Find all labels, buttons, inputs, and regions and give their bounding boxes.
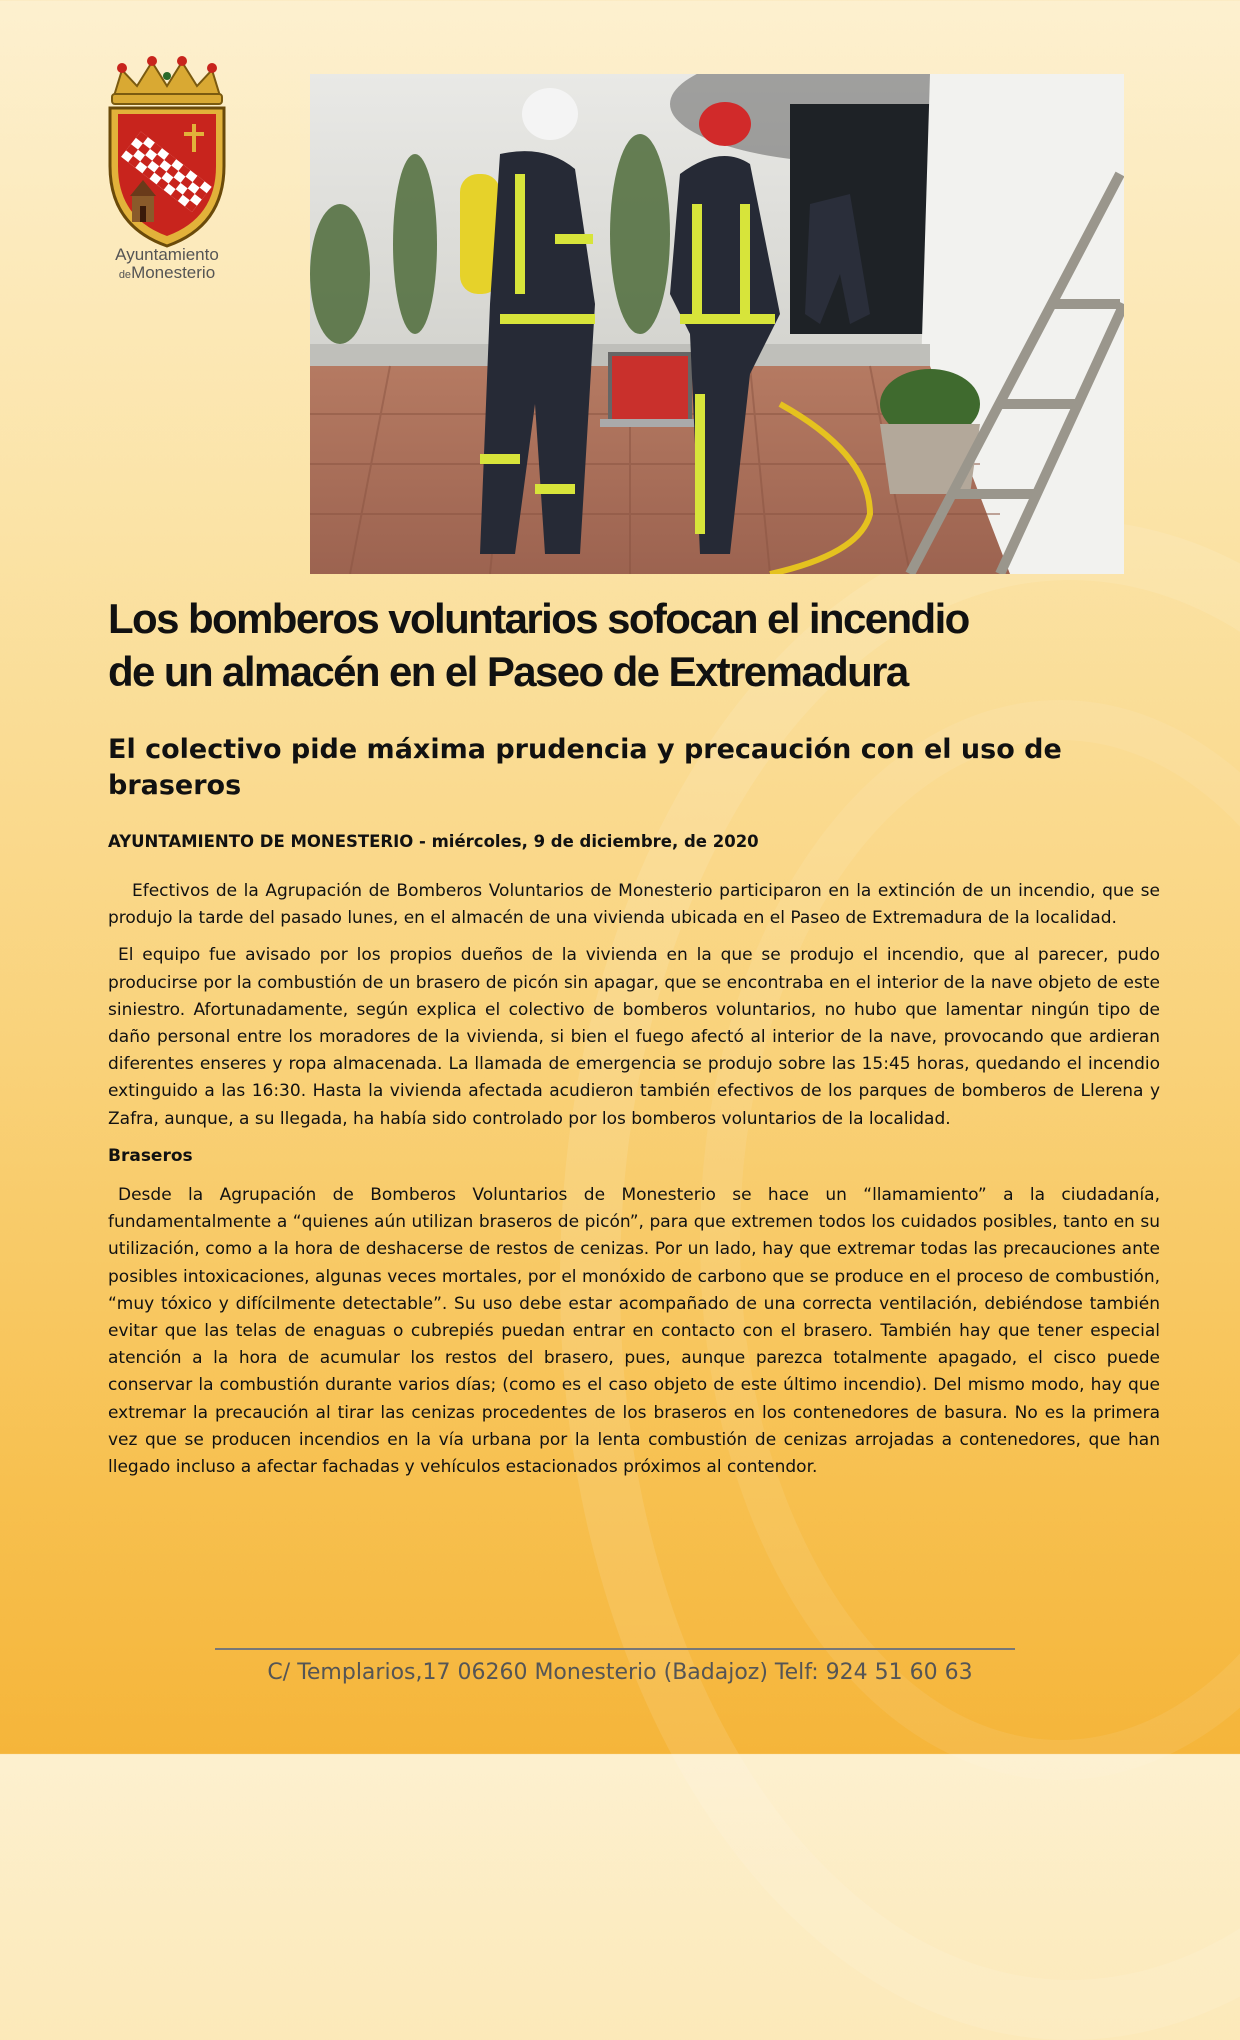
article-subheadline: El colectivo pide máxima prudencia y precaución con el uso de braseros bbox=[108, 734, 1062, 801]
logo-line-2-prefix: de bbox=[118, 268, 132, 281]
article-body bbox=[108, 878, 1160, 1491]
article-headline bbox=[108, 592, 1108, 698]
body-paragraph-3: Desde la Agrupación de Bomberos Voluntarios de Monesterio se hace un “llamamiento” a la ciudadanía, fundamentalmente a “quienes aún utilizan braseros de picón”, para que extremen todos los cuidados posibles, tanto en su utilización, como a la hora de deshacerse de restos de cenizas. Por un lado, hay que extremar todas las precauciones ante posibles intoxicaciones, algunas veces mortales, por el monóxido de carbono que se produce en el proceso de combustión, “muy tóxico y difícilmente detectable”. Su uso debe estar acompañado de una correcta ventilación, debiéndose también evitar que las telas de enaguas o cubrepiés puedan entrar en contacto con el brasero. También hay que tener especial atención a la hora de acumular los restos del brasero, pues, aunque parezca totalmente apagado, el cisco puede conservar la combustión durante varios días; (como es el caso objeto de este último incendio). Del mismo modo, hay que extremar la precaución al tirar las cenizas procedentes de los braseros en los contenedores de basura. No es la primera vez que se producen incendios en la vía urbana por la lenta combustión de cenizas arrojadas a contenedores, que han llegado incluso a afectar fachadas y vehículos estacionados próximos al contendor. bbox=[108, 1185, 1160, 1478]
section-heading-braseros: Braseros bbox=[108, 1145, 193, 1166]
article-byline: AYUNTAMIENTO DE MONESTERIO - miércoles, 9 de diciembre, de 2020 bbox=[108, 832, 759, 851]
municipality-logo-text bbox=[92, 246, 242, 282]
body-paragraph-1: Efectivos de la Agrupación de Bomberos Voluntarios de Monesterio participaron en la extinción de un incendio, que se produjo la tarde del pasado lunes, en el almacén de una vivienda ubicada en el Paseo de Extremadura de la localidad. bbox=[108, 881, 1160, 929]
logo-line-2-name: Monesterio bbox=[131, 262, 216, 282]
footer-address: C/ Templarios,17 06260 Monesterio (Badajoz) Telf: 924 51 60 63 bbox=[267, 1660, 973, 1685]
headline-line-2: de un almacén en el Paseo de Extremadura bbox=[108, 648, 908, 695]
municipal-crest-icon bbox=[92, 56, 242, 256]
footer-divider bbox=[215, 1648, 1015, 1650]
headline-line-1: Los bomberos voluntarios sofocan el incendio bbox=[108, 595, 969, 642]
crown-icon bbox=[112, 56, 222, 104]
body-paragraph-2: El equipo fue avisado por los propios dueños de la vivienda en la que se produjo el incendio, que al parecer, pudo producirse por la combustión de un brasero de picón sin apagar, que se encontraba en el interior de la nave objeto de este siniestro. Afortunadamente, según explica el colectivo de bomberos voluntarios, no hubo que lamentar ningún tipo de daño personal entre los moradores de la vivienda, si bien el fuego afectó al interior de la nave, provocando que ardieran diferentes enseres y ropa almacenada. La llamada de emergencia se produjo sobre las 15:45 horas, quedando el incendio extinguido a las 16:30. Hasta la vivienda afectada acudieron también efectivos de los parques de bomberos de Llerena y Zafra, aunque, a su llegada, ha había sido controlado por los bomberos voluntarios de la localidad. bbox=[108, 945, 1160, 1129]
logo-line-2 bbox=[92, 264, 242, 282]
logo-line-1: Ayuntamiento bbox=[115, 245, 219, 264]
firefighters-photo bbox=[310, 74, 1124, 574]
